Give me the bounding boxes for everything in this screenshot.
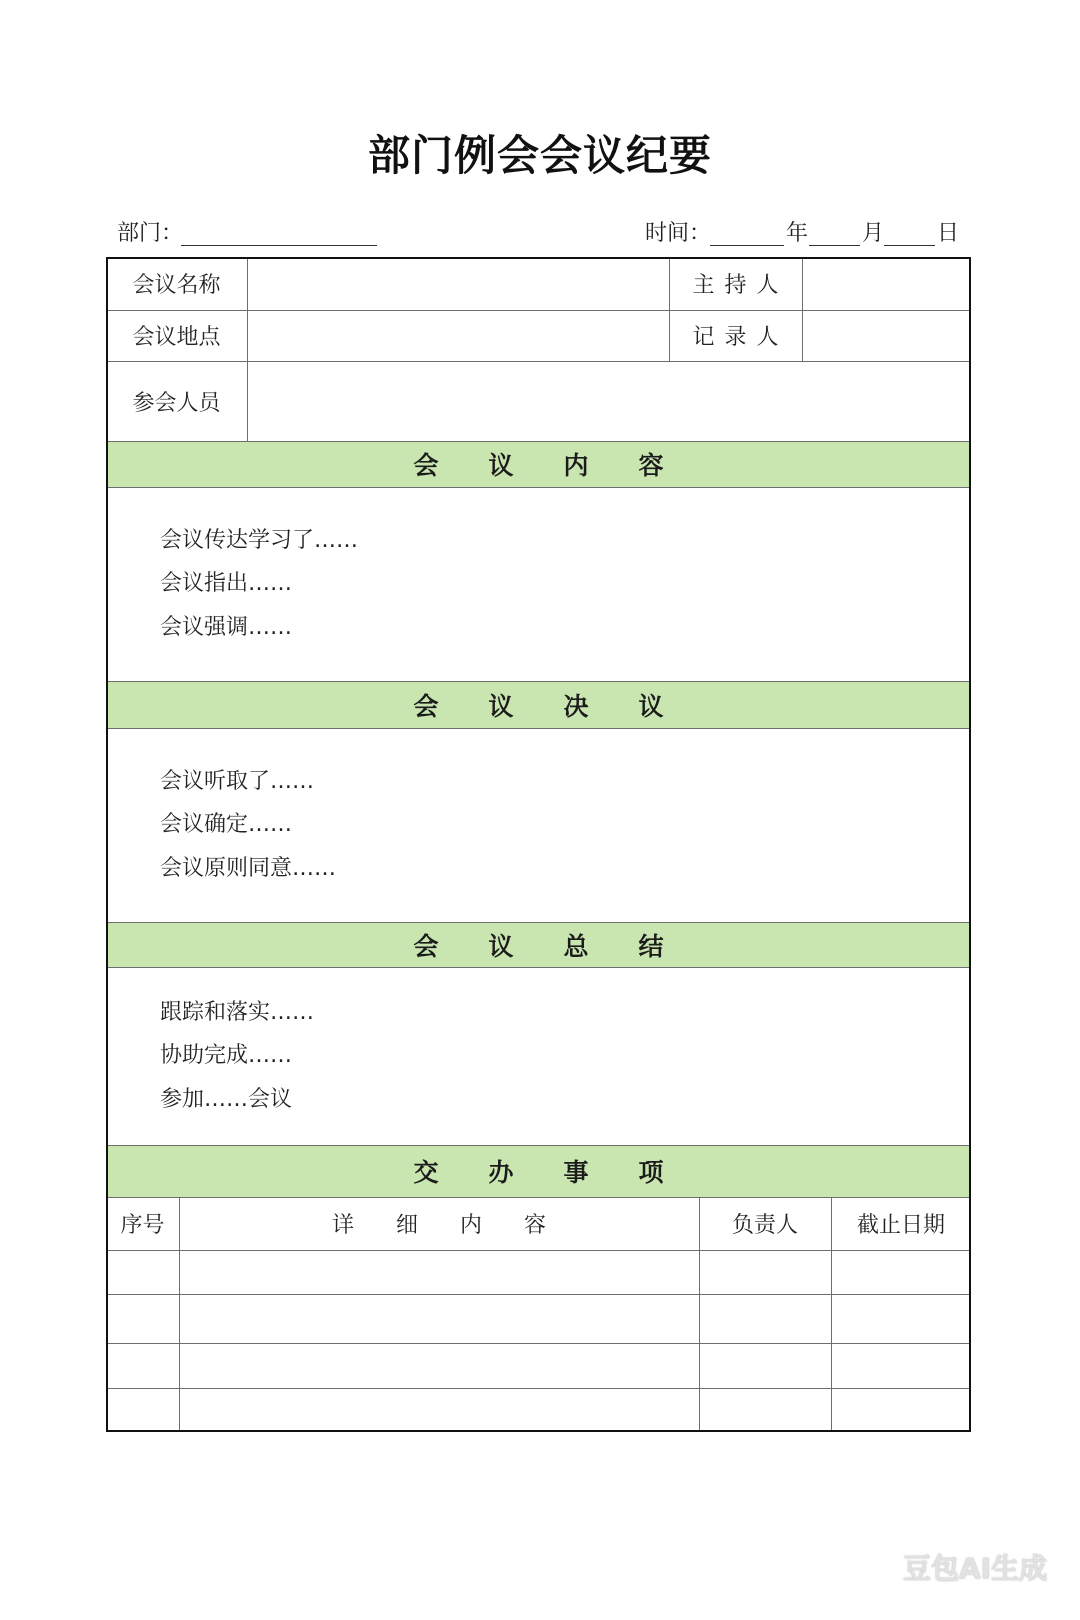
column-divider bbox=[831, 1197, 832, 1432]
section-line: 会议传达学习了…… bbox=[160, 527, 359, 553]
task-cell-no bbox=[106, 1388, 179, 1432]
task-cell-deadline bbox=[831, 1294, 971, 1343]
row-divider bbox=[106, 967, 971, 968]
section-line: 会议强调…… bbox=[160, 614, 293, 640]
host-value bbox=[802, 257, 971, 310]
row-divider bbox=[106, 681, 971, 682]
row-divider bbox=[106, 1145, 971, 1146]
row-divider bbox=[106, 310, 971, 311]
department-blank bbox=[181, 245, 377, 246]
section-heading-resolutions bbox=[106, 681, 971, 728]
month-blank bbox=[809, 245, 860, 246]
attendees-label: 参会人员 bbox=[132, 390, 221, 416]
recorder-label bbox=[669, 310, 802, 361]
month-label: 月 bbox=[862, 221, 885, 246]
day-blank bbox=[884, 245, 935, 246]
task-cell-detail bbox=[179, 1250, 699, 1294]
task-cell-detail bbox=[179, 1343, 699, 1388]
recorder-value bbox=[802, 310, 971, 361]
time-label: 时间： bbox=[645, 221, 712, 246]
recorder-label-text: 记录人 bbox=[692, 325, 789, 350]
column-header-detail-text: 详细内容 bbox=[331, 1213, 588, 1238]
section-heading-text: 交办事项 bbox=[413, 1158, 714, 1187]
row-divider bbox=[106, 922, 971, 923]
column-header-deadline: 截止日期 bbox=[856, 1213, 945, 1238]
row-divider bbox=[106, 728, 971, 729]
section-line: 会议听取了…… bbox=[160, 768, 315, 794]
task-cell-owner bbox=[699, 1294, 831, 1343]
column-divider bbox=[179, 1197, 180, 1432]
task-cell-no bbox=[106, 1294, 179, 1343]
column-header-no: 序号 bbox=[120, 1213, 165, 1238]
section-body-resolutions bbox=[106, 728, 971, 922]
column-divider bbox=[247, 257, 248, 441]
day-label: 日 bbox=[937, 221, 960, 246]
task-cell-owner bbox=[699, 1343, 831, 1388]
section-line: 会议确定…… bbox=[160, 812, 293, 838]
task-cell-owner bbox=[699, 1250, 831, 1294]
host-label-text: 主持人 bbox=[692, 273, 789, 298]
location-value bbox=[247, 310, 669, 361]
meeting-name-value bbox=[247, 257, 669, 310]
section-line: 会议指出…… bbox=[160, 571, 293, 597]
column-divider bbox=[699, 1197, 700, 1432]
task-cell-deadline bbox=[831, 1388, 971, 1432]
column-header-detail bbox=[179, 1197, 699, 1250]
task-cell-deadline bbox=[831, 1343, 971, 1388]
section-heading-content bbox=[106, 441, 971, 487]
row-divider bbox=[106, 487, 971, 488]
task-cell-no bbox=[106, 1250, 179, 1294]
document-title: 部门例会会议纪要 bbox=[367, 131, 712, 180]
row-divider bbox=[106, 1294, 971, 1295]
attendees-value bbox=[247, 361, 971, 441]
meeting-name-label: 会议名称 bbox=[132, 273, 221, 298]
section-line: 会议原则同意…… bbox=[160, 855, 337, 881]
section-body-content bbox=[106, 487, 971, 681]
year-label: 年 bbox=[786, 221, 809, 246]
ai-generated-watermark: 豆包AI生成 bbox=[903, 1552, 1048, 1585]
row-divider bbox=[106, 361, 971, 362]
section-line: 协助完成…… bbox=[160, 1043, 293, 1069]
row-divider bbox=[106, 1388, 971, 1389]
task-cell-owner bbox=[699, 1388, 831, 1432]
row-divider bbox=[106, 441, 971, 442]
task-cell-detail bbox=[179, 1388, 699, 1432]
department-label: 部门： bbox=[117, 221, 184, 246]
task-cell-deadline bbox=[831, 1250, 971, 1294]
column-divider bbox=[802, 257, 803, 361]
host-label bbox=[669, 257, 802, 310]
location-label: 会议地点 bbox=[132, 325, 221, 350]
column-header-owner: 负责人 bbox=[731, 1213, 798, 1238]
section-heading-text: 会议决议 bbox=[413, 691, 714, 721]
row-divider bbox=[106, 1343, 971, 1344]
section-heading-summary bbox=[106, 922, 971, 967]
row-divider bbox=[106, 1197, 971, 1198]
section-line: 参加……会议 bbox=[160, 1086, 293, 1112]
section-heading-text: 会议内容 bbox=[413, 451, 714, 480]
minutes-form-table bbox=[106, 257, 971, 1432]
row-divider bbox=[106, 1250, 971, 1251]
task-cell-detail bbox=[179, 1294, 699, 1343]
section-heading-tasks bbox=[106, 1145, 971, 1197]
section-line: 跟踪和落实…… bbox=[160, 999, 315, 1025]
column-divider bbox=[669, 257, 670, 361]
year-blank bbox=[710, 245, 784, 246]
section-heading-text: 会议总结 bbox=[413, 931, 714, 961]
section-body-summary bbox=[106, 967, 971, 1145]
task-cell-no bbox=[106, 1343, 179, 1388]
